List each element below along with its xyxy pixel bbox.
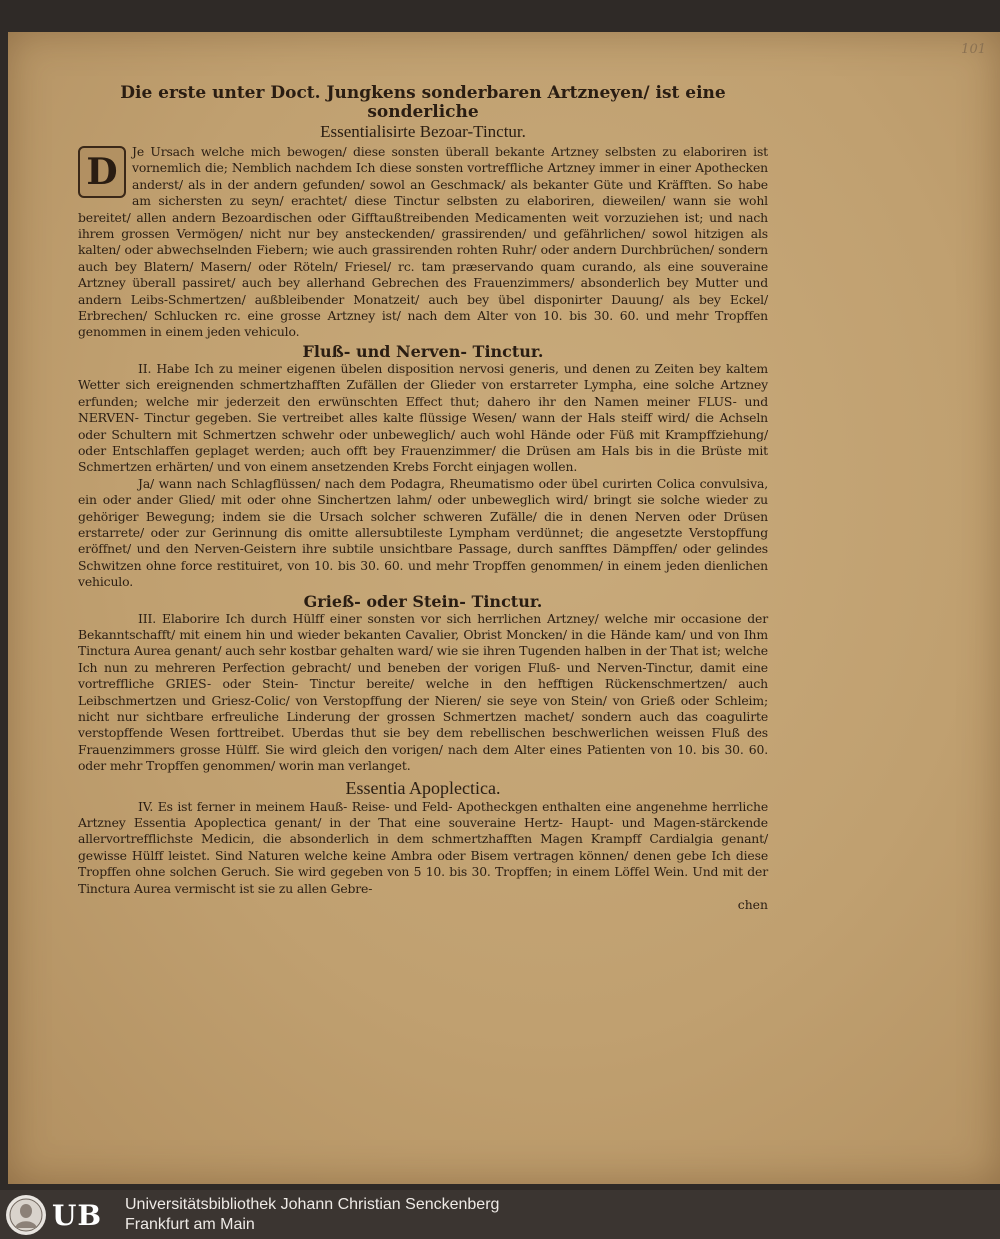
section-ii-paragraph-1: II. Habe Ich zu meiner eigenen übelen disposition nervosi generis, und denen zu Zeiten bey kaltem Wetter sich ereignenden schmertzhafften Zufällen der Glieder von erstarreter Lympha, eine solche Artzney erfunden; welche mir jederzeit den erwünschten Effect thut; dahero ihr den Namen meiner FLUS- und NERVEN- Tinctur gegeben. Sie vertreibet alles kalte flüssige Wesen/ wann der Hals steiff wird/ die Achseln oder Schultern mit Schmertzen schwehr oder unbeweglich/ auch wohl Hände oder Füß mit Krampffziehung/ oder Entschlaffen geplaget werden; auch offt bey Frauenzimmer/ die Drüsen am Hals bis in die Brüste mit Schmertzen erhärten/ und von einem ansetzenden Krebs Forcht einjagen wollen. (78, 360, 768, 475)
section-iii-paragraph: III. Elaborire Ich durch Hülff einer sonsten vor sich herrlichen Artzney/ welche mir occasione der Bekanntschafft/ mit einem hin und wieder bekanten Cavalier, Obrist Moncken/ in die Hände kam/ und von Ihm Tinctura Aurea genant/ auch sehr kostbar gehalten ward/ wie sie ihren Tugenden halben in der That ist; welche Ich nun zu mehreren Perfection gebracht/ und beneben der vorigen Fluß- und Nerven-Tinctur, damit eine vortreffliche GRIES- oder Stein- Tinctur bereite/ welche in den hefftigen Rückenschmertzen/ auch Leibschmertzen und Griesz-Colic/ von Verstopffung der Nieren/ sie seye von Stein/ von Grieß oder Schleim; nicht nur sichtbare erfreuliche Linderung der grossen Schmertzen machet/ sondern auch das coagulirte verstopffende Wesen forttreibet. Uberdas thut sie bey dem rebellischen beschwerlichen weissen Fluß des Frauenzimmers grosse Hülff. Sie wird gleich den vorigen/ nach dem Alter eines Patienten von 10. bis 30. 60. oder mehr Tropffen genommen/ worin man verlanget. (78, 610, 768, 774)
section-iv-paragraph: IV. Es ist ferner in meinem Hauß- Reise- und Feld- Apotheckgen enthalten eine angenehme herrliche Artzney Essentia Apoplectica genant/ in der That eine souveraine Hertz- Haupt- und Magen-stärckende allervortrefflichste Medicin, die absonderlich in dem schmertzhafften Magen Krampff Cardialgia genant/ gewisse Hülff leistet. Sind Naturen welche keine Ambra oder Bisem vertragen können/ denen gebe Ich diese Tropffen ohne solchen Geruch. Sie wird gegeben von 5 10. bis 30. Tropffen; in einem Löffel Wein. Und mit der Tinctura Aurea vermischt ist sie zu allen Gebre- (78, 798, 768, 896)
section-heading-essentia-apoplectica: Essentia Apoplectica. (345, 777, 501, 798)
footer-text (125, 1195, 499, 1235)
page-content (78, 84, 768, 913)
folio-mark: 101 (961, 42, 986, 57)
page-subtitle: Essentialisirte Bezoar-Tinctur. (320, 122, 526, 141)
page-title: Die erste unter Doct. Jungkens sonderbaren Artzneyen/ ist eine sonderliche (120, 83, 726, 122)
section-heading-fluss-tinctur: Fluß- und Nerven- Tinctur. (302, 341, 544, 361)
catchword: chen (737, 897, 768, 913)
section-heading-stein-tinctur: Grieß- oder Stein- Tinctur. (303, 591, 543, 611)
footer-library-city: Frankfurt am Main (125, 1216, 255, 1233)
footer-library-name: Universitätsbibliothek Johann Christian Senckenberg (125, 1196, 500, 1213)
logo-text: UB (52, 1198, 103, 1232)
intro-paragraph: Je Ursach welche mich bewogen/ diese sonsten überall bekante Artzney selbsten zu elaboriren ist vornemlich die; Nemblich nachdem Ich diese sonsten vortreffliche Artzney immer in einer Apothecken anderst/ als in der andern gefunden/ sowol an Geschmack/ als bekanter Güte und Kräfften. So habe am sichersten zu seyn/ erachtet/ diese Tinctur selbsten zu elaboriren, dieweilen/ wann sie wohl bereitet/ allen andern Bezoardischen oder Gifftaußtreibenden Medicamenten weit vorzuziehen ist; und nach ihrem grossen Vermögen/ nicht nur bey ansteckenden/ grassirenden/ und gefährlichen/ sowol hitzigen als kalten/ oder abwechselnden Fiebern; wie auch grassirenden rohten Ruhr/ oder andern Durchbrüchen/ sondern auch bey Blatern/ Masern/ oder Röteln/ Friesel/ rc. tam præservando quam curando, als eine souveraine Artzney überall passiret/ auch bey allerhand Gebrechen des Frauenzimmers/ absonderlich bey Mutter und andern Leibs-Schmertzen/ außbleibender Monatzeit/ auch bey übel disponirter Dauung/ als bey Eckel/ Erbrechen/ Schlucken rc. eine grosse Artzney ist/ nach dem Alter von 10. bis 30. 60. und mehr Tropffen genommen in einem jeden vehiculo. (78, 144, 768, 340)
library-footer-bar (0, 1190, 1000, 1239)
document-page (8, 32, 1000, 1184)
dropcap-initial: D (78, 146, 126, 198)
section-ii-paragraph-2: Ja/ wann nach Schlagflüssen/ nach dem Podagra, Rheumatismo oder übel curirten Colica convulsiva, ein oder ander Glied/ mit oder ohne Sinchertzen lahm/ oder unbeweglich wird/ bringt sie solche wieder zu gehöriger Bewegung; indem sie die Ursach solcher schweren Zufälle/ die in denen Nerven oder Drüsen erstarrete/ oder zur Gerinnung dis omitte allersubtileste Lympham verdünnet; die angesetzte Verstopffung eröffnet/ und den Nerven-Geistern ihre subtile unsichtbare Passage, durch sanfftes Dämpffen/ oder gelindes Schwitzen ohne force restituiret, von 10. bis 30. 60. und mehr Tropffen genommen/ in einem jeden dienlichen vehiculo. (78, 475, 768, 590)
library-logo[interactable] (6, 1195, 118, 1235)
portrait-seal-icon (6, 1195, 46, 1235)
